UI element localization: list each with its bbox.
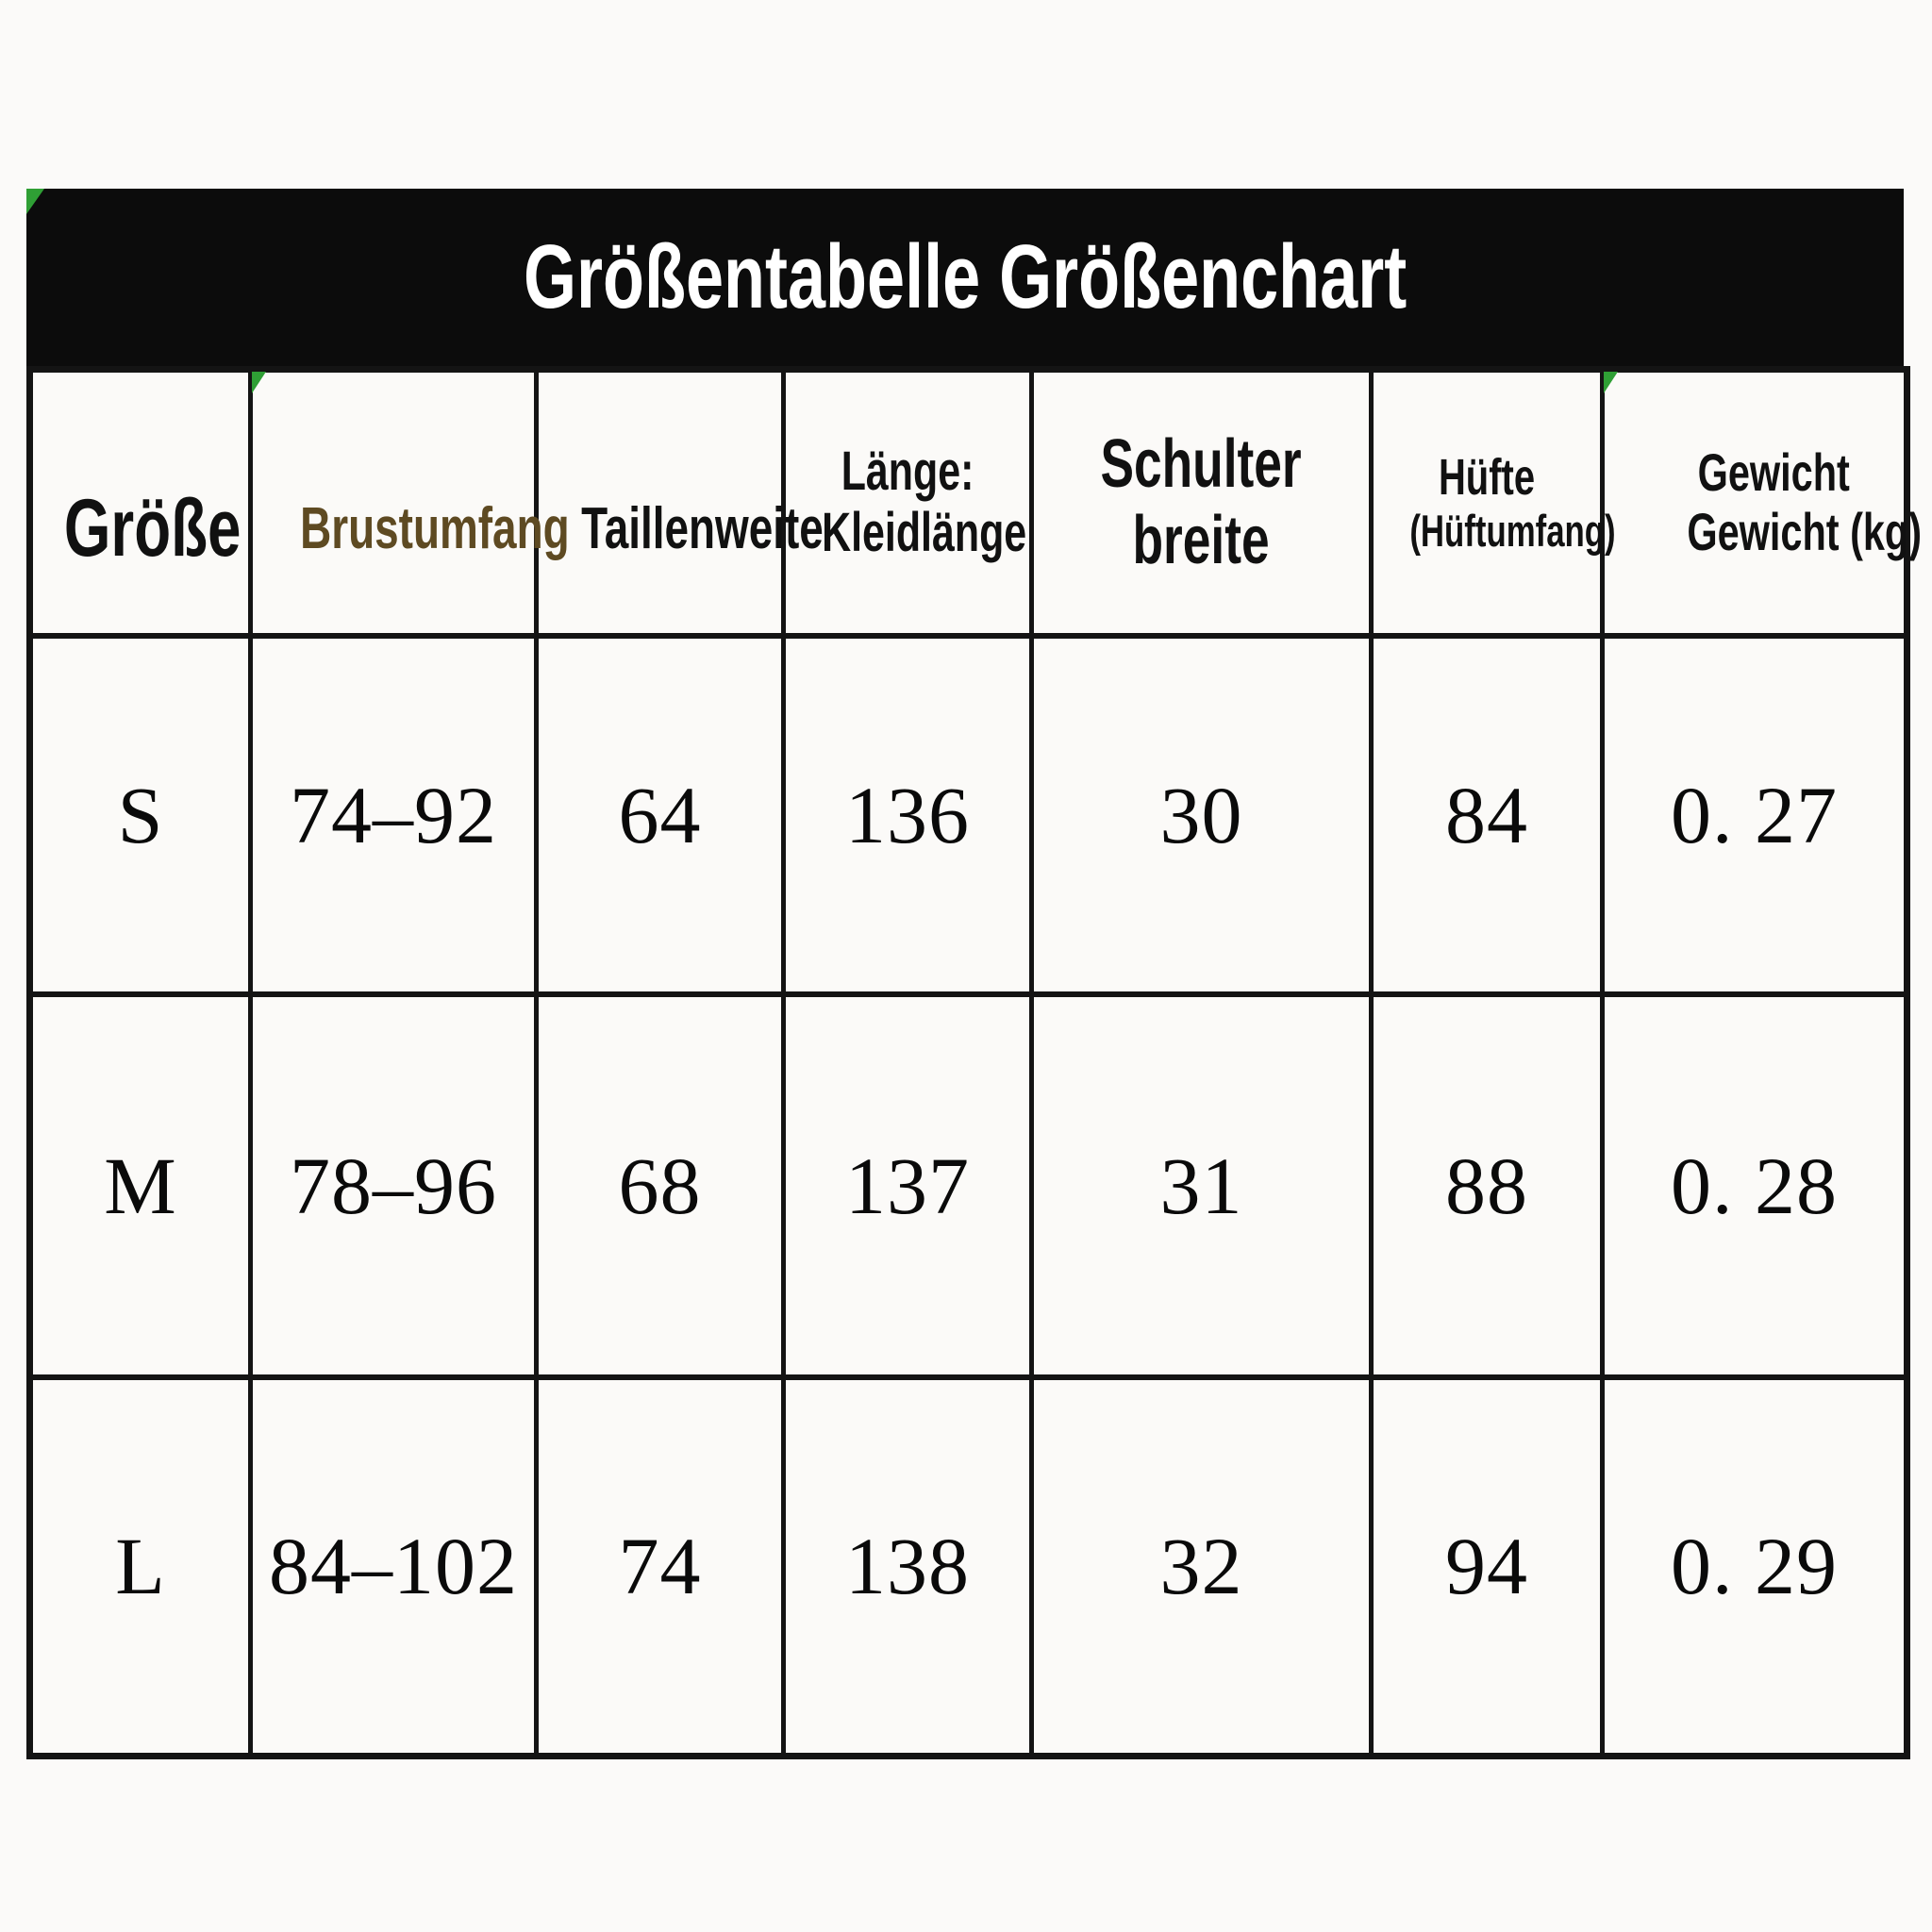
cell-taillenweite: 74 (537, 1377, 784, 1757)
col-header-schulter-line2: breite (1132, 502, 1271, 578)
cell-gewicht: 0. 27 (1603, 636, 1907, 994)
cell-schulterbreite: 30 (1032, 636, 1372, 994)
size-table (26, 366, 1923, 1759)
col-header-laenge-line2: Kleidlänge (822, 501, 1027, 563)
cell-laenge: 136 (784, 636, 1032, 994)
cell-taillenweite: 64 (537, 636, 784, 994)
cell-gewicht: 0. 29 (1603, 1377, 1907, 1757)
cell-laenge: 137 (784, 994, 1032, 1377)
col-header-laenge-line1: Länge: (841, 440, 974, 502)
col-header-taillenweite-label: Taillenweite (581, 495, 824, 561)
cell-brustumfang: 74–92 (251, 636, 537, 994)
chart-title: Größentabelle Größenchart (523, 226, 1407, 327)
table-row-m (30, 994, 1907, 1377)
col-header-gewicht (1603, 370, 1923, 636)
col-header-huefte-line2: (Hüftumfang) (1409, 505, 1616, 556)
cell-schulterbreite: 31 (1032, 994, 1372, 1377)
cell-huefte: 84 (1372, 636, 1603, 994)
col-header-groesse (30, 370, 251, 636)
cell-size: M (30, 994, 251, 1377)
col-header-gewicht-line1: Gewicht (1697, 442, 1850, 503)
col-header-schulter-line1: Schulter (1100, 426, 1303, 503)
col-header-huefte (1372, 370, 1616, 636)
cell-huefte: 88 (1372, 994, 1603, 1377)
cell-size: L (30, 1377, 251, 1757)
table-row-l (30, 1377, 1907, 1757)
cell-huefte: 94 (1372, 1377, 1603, 1757)
cell-laenge: 138 (784, 1377, 1032, 1757)
col-header-taillenweite (537, 370, 824, 636)
col-header-schulterbreite (1032, 370, 1372, 636)
cell-schulterbreite: 32 (1032, 1377, 1372, 1757)
cell-taillenweite: 68 (537, 994, 784, 1377)
col-header-brustumfang-label: Brustumfang (300, 495, 570, 561)
cell-brustumfang: 78–96 (251, 994, 537, 1377)
col-header-brustumfang (251, 370, 570, 636)
cell-gewicht: 0. 28 (1603, 994, 1907, 1377)
cell-brustumfang: 84–102 (251, 1377, 537, 1757)
chart-title-bar (26, 189, 1904, 366)
col-header-gewicht-line2: Gewicht (kg) (1687, 501, 1923, 561)
cell-size: S (30, 636, 251, 994)
col-header-huefte-line1: Hüfte (1438, 449, 1536, 507)
header-row (30, 370, 1907, 636)
table-row-s (30, 636, 1907, 994)
col-header-groesse-label: Größe (63, 483, 242, 575)
